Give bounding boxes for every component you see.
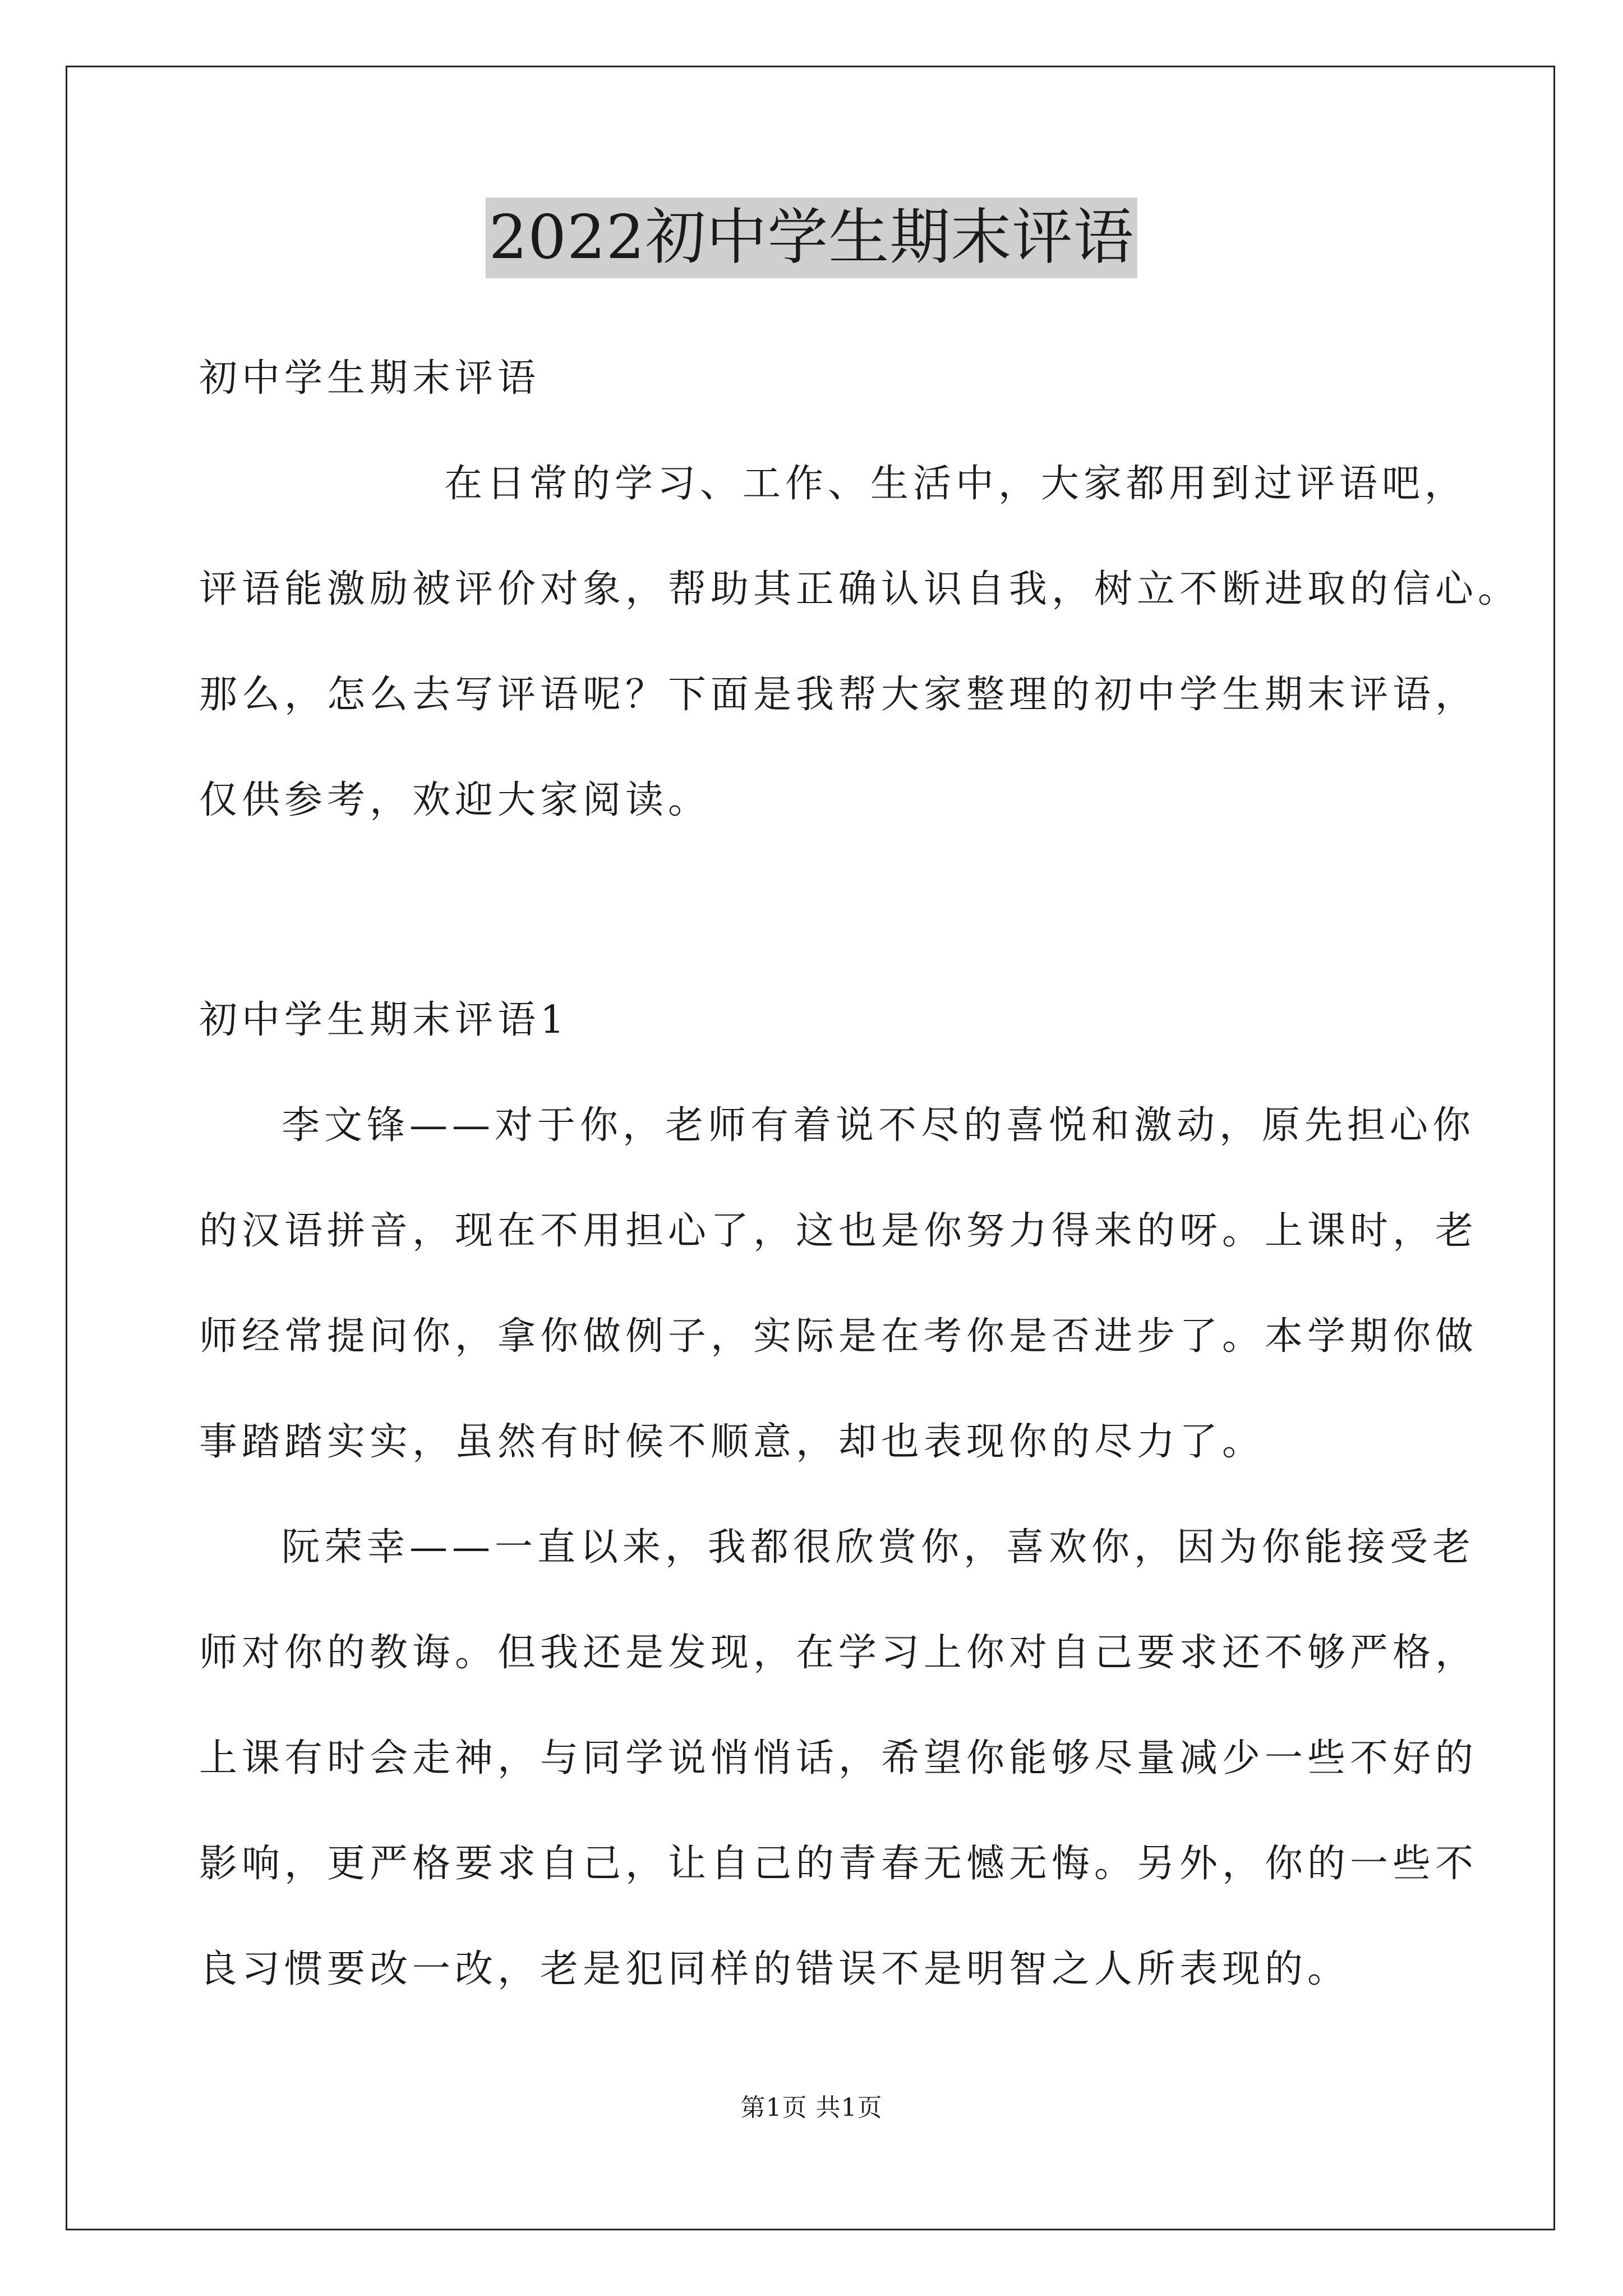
- paragraph1-line-1: 李文锋——对于你，老师有着说不尽的喜悦和激动，原先担心你: [282, 1103, 1476, 1148]
- paragraph1-line-4: 事踏踏实实，虽然有时候不顺意，却也表现你的尽力了。: [199, 1420, 1265, 1464]
- intro-line-4: 仅供参考，欢迎大家阅读。: [199, 778, 711, 822]
- paragraph2-line-3: 上课有时会走神，与同学说悄悄话，希望你能够尽量减少一些不好的: [199, 1736, 1478, 1780]
- page-footer: 第1页 共1页: [740, 2093, 883, 2122]
- title-container: [0, 197, 1623, 278]
- paragraph2-line-4: 影响，更严格要求自己，让自己的青春无憾无悔。另外，你的一些不: [199, 1842, 1478, 1886]
- intro-line-2: 评语能激励被评价对象，帮助其正确认识自我，树立不断进取的信心。: [199, 567, 1521, 611]
- paragraph2-line-2: 师对你的教诲。但我还是发现，在学习上你对自己要求还不够严格，: [199, 1631, 1478, 1675]
- paragraph1-line-2: 的汉语拼音，现在不用担心了，这也是你努力得来的呀。上课时，老: [199, 1209, 1478, 1253]
- paragraph1-line-3: 师经常提问你，拿你做例子，实际是在考你是否进步了。本学期你做: [199, 1314, 1478, 1359]
- paragraph2-line-1: 阮荣幸——一直以来，我都很欣赏你，喜欢你，因为你能接受老: [282, 1525, 1476, 1570]
- paragraph2-line-5: 良习惯要改一改，老是犯同样的错误不是明智之人所表现的。: [199, 1947, 1350, 1991]
- section-heading: 初中学生期末评语1: [199, 998, 569, 1042]
- document-subtitle: 初中学生期末评语: [199, 356, 541, 401]
- intro-line-1: 在日常的学习、工作、生活中，大家都用到过评语吧，: [444, 462, 1468, 506]
- document-title: 2022初中学生期末评语: [486, 197, 1138, 278]
- intro-line-3: 那么，怎么去写评语呢？下面是我帮大家整理的初中学生期末评语，: [199, 673, 1478, 717]
